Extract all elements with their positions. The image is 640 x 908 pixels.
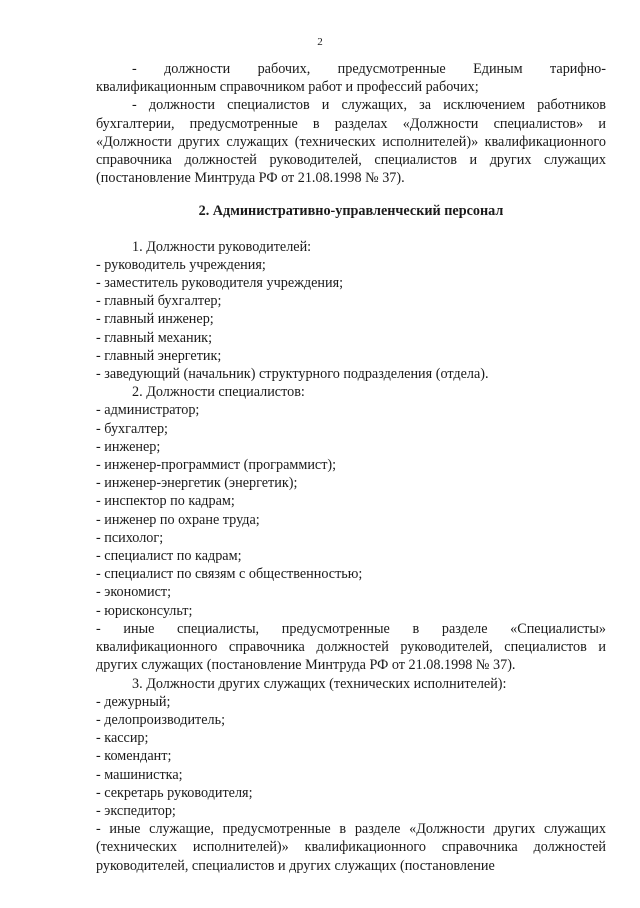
- list-item: - инженер;: [96, 438, 161, 455]
- list-item: - заведующий (начальник) структурного подразделения (отдела).: [96, 366, 489, 383]
- section-other-employees: [96, 675, 606, 875]
- list-item: - делопроизводитель;: [96, 711, 226, 728]
- page-number: 2: [317, 36, 323, 48]
- position-list: [96, 401, 606, 619]
- list-item: - секретарь руководителя;: [96, 784, 253, 801]
- list-item: - главный инженер;: [96, 311, 214, 328]
- list-item: - психолог;: [96, 529, 164, 546]
- list-item: - главный механик;: [96, 329, 213, 346]
- list-item: - главный бухгалтер;: [96, 293, 222, 310]
- list-item: - главный энергетик;: [96, 347, 222, 364]
- section-title: 1. Должности руководителей:: [132, 238, 312, 255]
- intro-paragraph-specialists: - должности специалистов и служащих, за исключением работников бухгалтерии, предусмотренные в разделах «Должности специалистов» и «Должности других служащих (технических исполнителей)» квалификационного справочника должностей руководителей, специалистов и других служащих (постановление Минтруда РФ от 21.08.1998 № 37).: [96, 97, 606, 187]
- list-item: - специалист по кадрам;: [96, 548, 242, 565]
- list-item: - инженер-программист (программист);: [96, 457, 337, 474]
- list-item: - экспедитор;: [96, 802, 176, 819]
- list-item: - руководитель учреждения;: [96, 256, 266, 273]
- section-heading: 2. Административно-управленческий персонал: [198, 203, 504, 220]
- section-specialists: [96, 383, 606, 674]
- intro-paragraph-workers: - должности рабочих, предусмотренные Единым тарифно-квалификационным справочником работ и профессий рабочих;: [96, 61, 606, 96]
- document-body: [96, 60, 606, 875]
- list-item: - кассир;: [96, 730, 149, 747]
- list-item: - экономист;: [96, 584, 172, 601]
- list-item: - бухгалтер;: [96, 420, 168, 437]
- list-item: - комендант;: [96, 748, 172, 765]
- section-managers: [96, 238, 606, 384]
- section-title: 2. Должности специалистов:: [132, 384, 305, 401]
- list-item: - машинистка;: [96, 766, 183, 783]
- other-specialists-paragraph: - иные специалисты, предусмотренные в разделе «Специалисты» квалификационного справочника должностей руководителей, специалистов и других служащих (постановление Минтруда РФ от 21.08.1998 № 37).: [96, 620, 606, 674]
- position-list: [96, 256, 606, 383]
- list-item: - специалист по связям с общественностью;: [96, 566, 363, 583]
- position-list: [96, 693, 606, 820]
- list-item: - инспектор по кадрам;: [96, 493, 235, 510]
- list-item: - инженер по охране труда;: [96, 511, 260, 528]
- other-employees-paragraph: - иные служащие, предусмотренные в разделе «Должности других служащих (технических исполнителей)» квалификационного справочника должностей руководителей, специалистов и других служащих (постановление: [96, 821, 606, 874]
- section-title: 3. Должности других служащих (технических исполнителей):: [132, 675, 507, 692]
- list-item: - юрисконсульт;: [96, 602, 193, 619]
- list-item: - инженер-энергетик (энергетик);: [96, 475, 298, 492]
- list-item: - дежурный;: [96, 693, 171, 710]
- list-item: - заместитель руководителя учреждения;: [96, 275, 344, 292]
- list-item: - администратор;: [96, 402, 200, 419]
